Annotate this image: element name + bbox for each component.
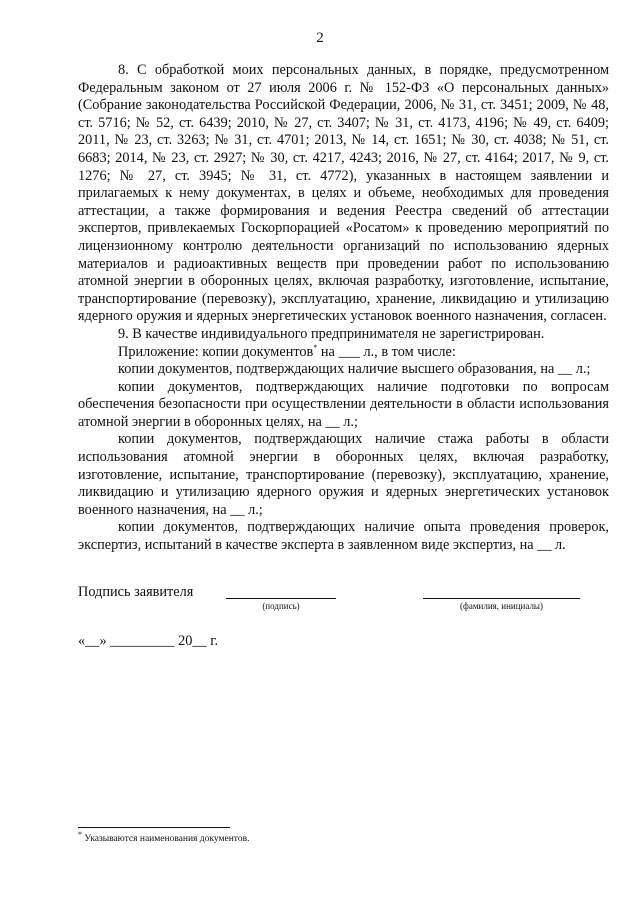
footnote-mark: * [78, 829, 82, 839]
signature-label: Подпись заявителя [78, 584, 194, 600]
page-number: 2 [316, 30, 324, 46]
attachment-intro-pages: на ___ л., в том числе: [317, 343, 456, 360]
name-caption: (фамилия, инициалы) [460, 601, 543, 611]
name-line [423, 598, 580, 599]
signature-caption: (подпись) [262, 601, 300, 611]
document-body [78, 62, 609, 555]
paragraph-consent: 8. С обработкой моих персональных данных, в порядке, предусмотренном Федеральным законом от 27 июля 2006 г. № 152-ФЗ «О персональных данных» (Собрание законодательства Российской Федерации, 2006, № 31, ст. 3451; 2009, № 48, ст. 5716; № 52, ст. 6439; 2010, № 27, ст. 3407; № 31, ст. 4173, 4196; № 49, ст. 6409; 2011, № 23, ст. 3263; № 31, ст. 4701; 2013, № 14, ст. 1651; № 30, ст. 4038; № 51, ст. 6683; 2014, № 23, ст. 2927; № 30, ст. 4217, 4243; 2016, № 27, ст. 4164; 2017, № 9, ст. 1276; № 27, ст. 3945; № 31, ст. 4772), указанных в настоящем заявлении и прилагаемых к нему документах, в целях и объеме, необходимых для проведения аттестации, а также формирования и ведения Реестра сведений об аттестации экспертов, привлекаемых Госкорпорацией «Росатом» к проведению мероприятий по лицензионному контролю деятельности организаций по использованию ядерных материалов и радиоактивных веществ при проведении работ по использованию атомной энергии в оборонных целях, включая разработку, изготовление, испытание, транспортирование (перевозку), эксплуатацию, хранение, ликвидацию и утилизацию ядерного оружия и ядерных энергетических установок военного назначения, согласен. [78, 62, 609, 325]
attachment-item-education: копии документов, подтверждающих наличие высшего образования, на __ л.; [118, 361, 591, 378]
footnote-divider [78, 827, 230, 828]
footnote [78, 829, 250, 844]
date-line: «__» _________ 20__ г. [78, 633, 219, 649]
footnote-text: Указываются наименования документов. [82, 834, 250, 844]
attachment-intro-text: Приложение: копии документов [118, 343, 314, 360]
attachment-item-safety-training: копии документов, подтверждающих наличие подготовки по вопросам обеспечения безопасности при осуществлении деятельности в области использования атомной энергии в оборонных целях, на __ л.; [78, 378, 609, 430]
signature-block [78, 584, 609, 624]
paragraph-entrepreneur: 9. В качестве индивидуального предпринимателя не зарегистрирован. [118, 325, 545, 342]
footnote-reference: * [313, 342, 318, 352]
signature-line [226, 598, 336, 599]
attachment-item-work-experience: копии документов, подтверждающих наличие стажа работы в области использования атомной энергии в оборонных целях, включая разработку, изготовление, испытание, транспортирование (перевозку), эксплуатацию, хранение, ликвидацию и утилизацию ядерного оружия и ядерных энергетических установок военного назначения, на __ л.; [78, 431, 609, 518]
attachment-item-expertise-experience: копии документов, подтверждающих наличие опыта проведения проверок, экспертиз, испытаний в качестве эксперта в заявленном виде экспертиз, на __ л. [78, 519, 609, 554]
attachment-intro [78, 344, 609, 362]
